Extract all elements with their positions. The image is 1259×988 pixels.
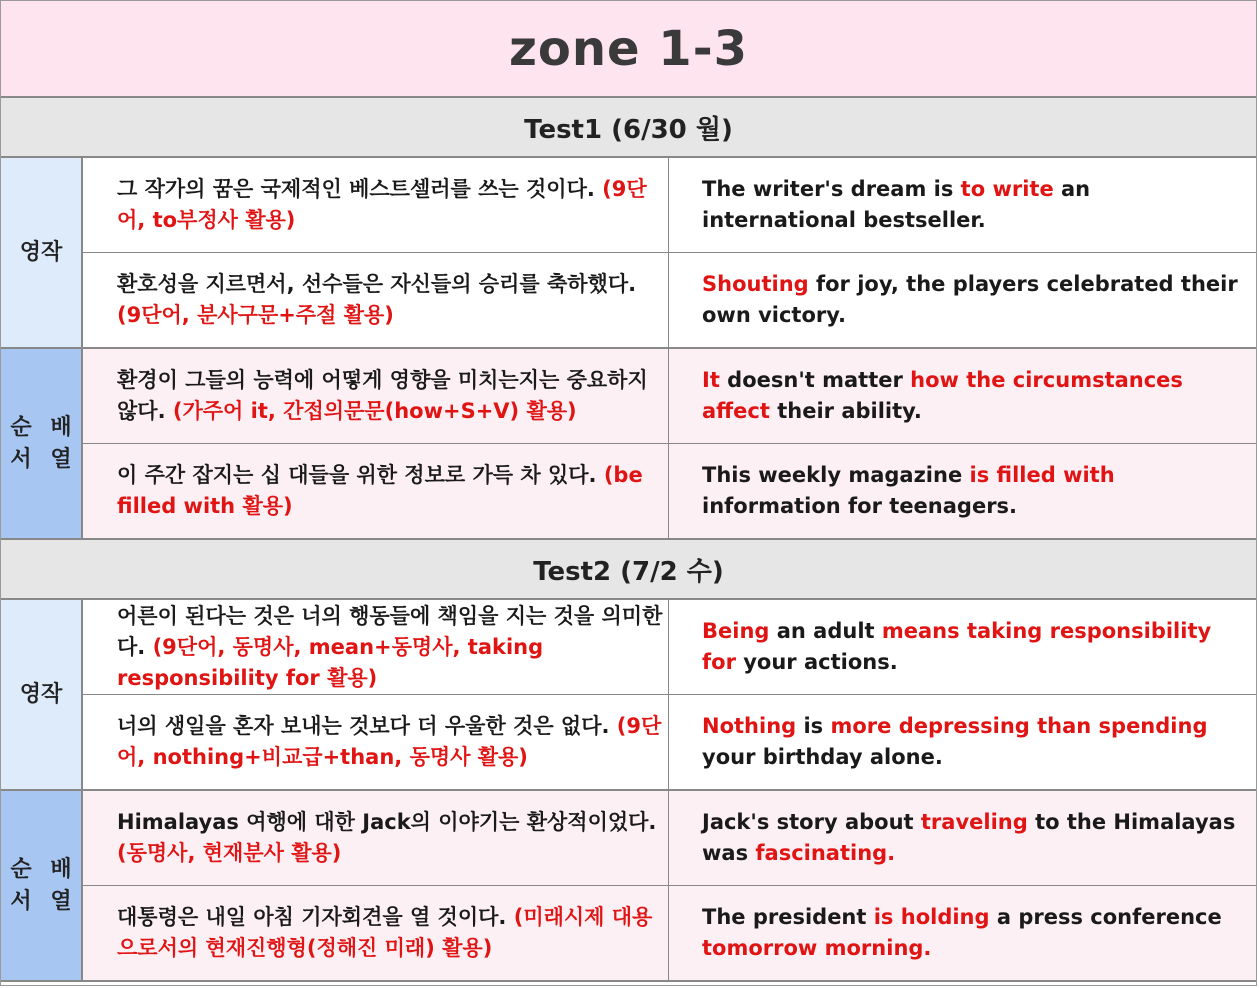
highlight-segment: (가주어 it, 간접의문문(how+S+V) 활용) [172, 399, 577, 423]
english-answer [669, 253, 1256, 347]
highlight-segment: (미래시제 대용으로서의 현재진행형(정해진 미래) 활용) [117, 905, 653, 960]
worksheet-content [1, 98, 1256, 982]
category-label-line: 배열 [50, 856, 72, 914]
text-segment: Jack's story about [702, 810, 921, 834]
category-label [1, 158, 83, 347]
korean-prompt [83, 886, 669, 980]
category-label-line: 영작 [19, 681, 63, 707]
highlight-segment: (be filled with 활용) [117, 463, 643, 518]
question-rows [83, 158, 1256, 347]
korean-prompt-text [117, 365, 664, 427]
korean-prompt [83, 349, 669, 443]
korean-prompt [83, 253, 669, 347]
category-label [1, 600, 83, 789]
text-segment: doesn't matter [719, 368, 911, 392]
text-segment: 어른이 된다는 것은 너의 행동들에 책임을 지는 것을 의미한다. [117, 603, 663, 659]
question-row [83, 158, 1256, 253]
english-answer-text [702, 711, 1244, 773]
category-label [1, 349, 83, 538]
question-row [83, 349, 1256, 444]
question-section [1, 600, 1256, 791]
question-rows [83, 600, 1256, 789]
korean-prompt-text [117, 174, 664, 236]
highlight-segment: (9단어, 분사구문+주절 활용) [117, 303, 394, 327]
highlight-segment: (9단어, 동명사, mean+동명사, taking responsibility for 활용) [117, 634, 544, 690]
highlight-segment: (동명사, 현재분사 활용) [117, 841, 342, 865]
korean-prompt [83, 791, 669, 885]
page-title: zone 1-3 [1, 1, 1256, 98]
text-segment: Himalayas 여행에 대한 Jack의 이야기는 환상적이었다. [117, 810, 657, 834]
text-segment: your actions. [735, 650, 898, 674]
english-answer-text [702, 269, 1244, 331]
question-section [1, 158, 1256, 349]
category-label-line: 배열 [50, 414, 72, 472]
text-segment: an adult [769, 619, 882, 643]
text-segment: an international bestseller. [702, 177, 1091, 232]
text-segment: The president [702, 905, 874, 929]
highlight-segment: is filled with [969, 463, 1115, 487]
text-segment: The writer's dream is [702, 177, 961, 201]
question-row [83, 253, 1256, 347]
highlight-segment: fascinating. [755, 841, 896, 865]
category-label-line: 영작 [19, 239, 63, 265]
highlight-segment: more depressing than spending [830, 714, 1208, 738]
question-rows [83, 349, 1256, 538]
highlight-segment: tomorrow morning. [702, 936, 932, 960]
category-label-line: 순서 [10, 856, 32, 914]
korean-prompt-text [117, 460, 664, 522]
english-answer-text [702, 174, 1244, 236]
text-segment: 이 주간 잡지는 십 대들을 위한 정보로 가득 차 있다. [117, 463, 597, 487]
english-answer-text [702, 807, 1244, 869]
korean-prompt [83, 695, 669, 789]
highlight-segment: is holding [873, 905, 990, 929]
korean-prompt-text [117, 711, 664, 773]
text-segment: is [796, 714, 831, 738]
text-segment: a press conference [989, 905, 1222, 929]
question-row [83, 444, 1256, 538]
question-row [83, 886, 1256, 980]
question-row [83, 695, 1256, 789]
text-segment: 그 작가의 꿈은 국제적인 베스트셀러를 쓰는 것이다. [117, 177, 595, 201]
english-answer-text [702, 365, 1244, 427]
question-row [83, 791, 1256, 886]
english-answer-text [702, 460, 1244, 522]
highlight-segment: It [702, 368, 720, 392]
highlight-segment: Shouting [702, 272, 809, 296]
english-answer [669, 695, 1256, 789]
english-answer [669, 349, 1256, 443]
text-segment: 환호성을 지르면서, 선수들은 자신들의 승리를 축하했다. [117, 272, 637, 296]
highlight-segment: means taking responsibility for [702, 619, 1212, 674]
english-answer-text [702, 902, 1244, 964]
english-answer-text [702, 616, 1244, 678]
highlight-segment: traveling [920, 810, 1028, 834]
text-segment: 대통령은 내일 아침 기자회견을 열 것이다. [117, 905, 514, 929]
category-label [1, 791, 83, 980]
text-segment: their ability. [769, 399, 922, 423]
category-label-line: 순서 [10, 414, 32, 472]
english-answer [669, 886, 1256, 980]
english-answer [669, 444, 1256, 538]
korean-prompt-text [117, 902, 664, 964]
korean-prompt [83, 600, 669, 694]
korean-prompt-text [117, 269, 664, 331]
test-header: Test1 (6/30 월) [1, 98, 1256, 158]
test-header: Test2 (7/2 수) [1, 540, 1256, 600]
text-segment [609, 714, 616, 738]
highlight-segment: Being [702, 619, 770, 643]
highlight-segment: how the circumstances affect [702, 368, 1183, 423]
korean-prompt [83, 444, 669, 538]
text-segment: 너의 생일을 혼자 보내는 것보다 더 우울한 것은 없다. [117, 714, 610, 738]
text-segment: information for teenagers. [702, 494, 1018, 518]
korean-prompt-text [117, 601, 664, 694]
highlight-segment: to write [960, 177, 1054, 201]
korean-prompt [83, 158, 669, 252]
question-row [83, 600, 1256, 695]
highlight-segment: Nothing [702, 714, 797, 738]
highlight-segment: (9단어, to부정사 활용) [117, 177, 647, 232]
question-rows [83, 791, 1256, 980]
text-segment: for joy, the players celebrated their own victory. [702, 272, 1238, 327]
question-section [1, 791, 1256, 982]
english-answer [669, 600, 1256, 694]
text-segment: your birthday alone. [702, 745, 943, 769]
text-segment: This weekly magazine [702, 463, 970, 487]
korean-prompt-text [117, 807, 664, 869]
text-segment: 환경이 그들의 능력에 어떻게 영향을 미치는지는 중요하지 않다. [117, 368, 648, 423]
english-answer [669, 158, 1256, 252]
question-section [1, 349, 1256, 540]
text-segment: to the Himalayas was [702, 810, 1236, 865]
highlight-segment: (9단어, nothing+비교급+than, 동명사 활용) [117, 714, 662, 769]
english-answer [669, 791, 1256, 885]
text-segment [597, 463, 604, 487]
